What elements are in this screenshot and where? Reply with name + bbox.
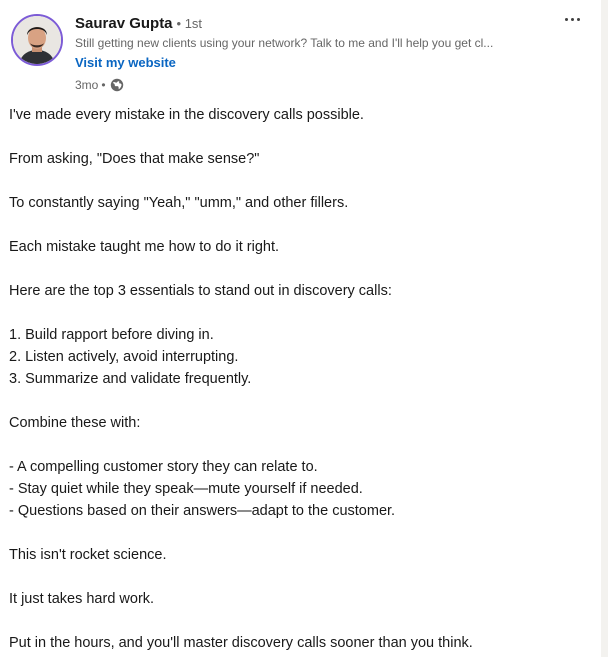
post-line: It just takes hard work. — [9, 591, 155, 607]
more-dot — [571, 18, 574, 21]
connection-degree: • 1st — [176, 15, 203, 31]
globe-icon — [110, 78, 124, 92]
post-line: To constantly saying "Yeah," "umm," and other fillers. — [9, 195, 349, 211]
more-dot — [577, 18, 580, 21]
post-line: From asking, "Does that make sense?" — [9, 151, 260, 167]
combine-item: - Questions based on their answers—adapt to the customer. — [9, 503, 396, 519]
author-headline: Still getting new clients using your network? Talk to me and I'll help you get cl... — [75, 36, 494, 50]
essential-item: 3. Summarize and validate frequently. — [9, 371, 252, 387]
post-line: Here are the top 3 essentials to stand out in discovery calls: — [9, 283, 392, 299]
post-line: I've made every mistake in the discovery calls possible. — [9, 107, 364, 123]
post-meta — [75, 76, 124, 94]
avatar[interactable] — [11, 14, 63, 66]
essential-item: 1. Build rapport before diving in. — [9, 327, 214, 343]
post-line: This isn't rocket science. — [9, 547, 167, 563]
author-name[interactable]: Saurav Gupta — [75, 14, 173, 32]
post-time: 3mo — [75, 78, 99, 92]
post-body — [9, 104, 594, 654]
author-row — [75, 13, 202, 33]
essential-item: 2. Listen actively, avoid interrupting. — [9, 349, 239, 365]
visit-website-link[interactable]: Visit my website — [75, 55, 176, 70]
meta-separator: • — [101, 78, 106, 92]
page-background-edge — [601, 0, 608, 657]
post-line: Combine these with: — [9, 415, 141, 431]
more-options-icon[interactable] — [560, 10, 584, 28]
combine-item: - A compelling customer story they can relate to. — [9, 459, 318, 475]
post-line: Each mistake taught me how to do it right. — [9, 239, 279, 255]
post-line: Put in the hours, and you'll master discovery calls sooner than you think. — [9, 635, 473, 651]
more-dot — [565, 18, 568, 21]
combine-item: - Stay quiet while they speak—mute yourself if needed. — [9, 481, 363, 497]
